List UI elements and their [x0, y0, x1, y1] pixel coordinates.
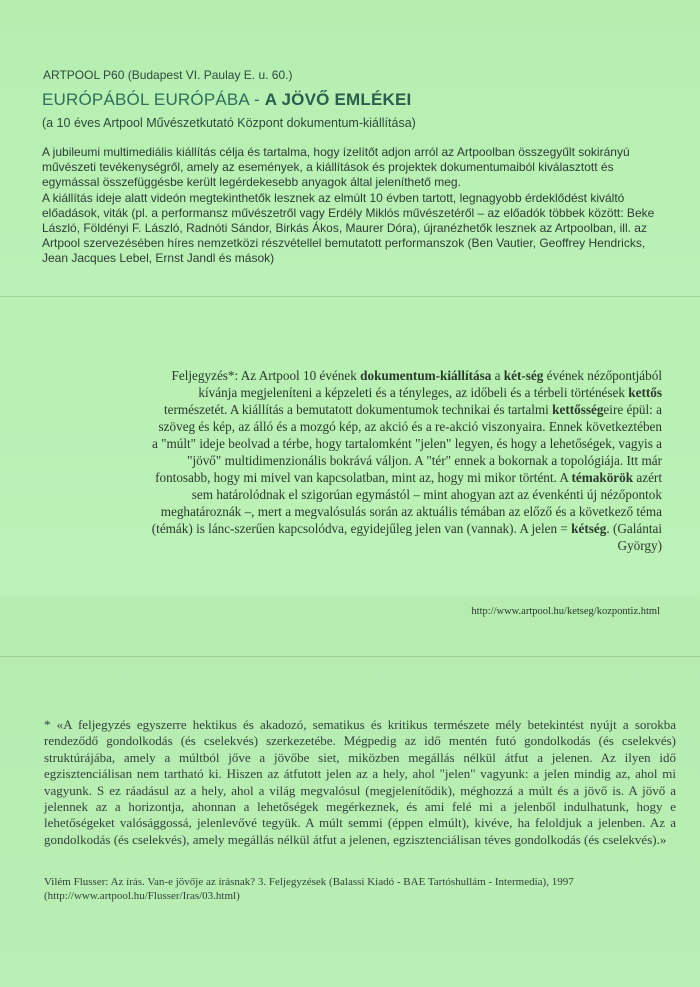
fold-line	[0, 656, 700, 657]
note-paragraph: Feljegyzés*: Az Artpool 10 évének dokumentum-kiállítása a két-ség évének nézőpontjából kívánja megjeleníteni a képzeleti és a tényleges, az időbeli és a térbeli történések kettős természetét. A kiállítás a bemutatott dokumentumok technikai és tartalmi kettősségeire épül: a szöveg és kép, az álló és a mozgó kép, az akció és a re-akció viszonyaira. Ennek következtében a "múlt" ideje beolvad a térbe, hogy tartalomként "jelen" legyen, és hogy a lehetőségek, vagyis a "jövő" multidimenzionális bokrává váljon. A "tér" ennek a bokornak a topológiája. Itt már fontosabb, hogy mi mivel van kapcsolatban, mint az, hogy mi mikor történt. A témakörök azért sem határolódnak el szigorúan egymástól – mint ahogyan azt az évenkénti új nézőpontok meghatároznák –, mert a megvalósulás során az aktuális témában az előző és a következő téma (témák) is lánc-szerűen kapcsolódva, egyidejűleg jelen van (vannak). A jelen = kétség. (Galántai György)	[151, 368, 662, 553]
footnote	[44, 717, 676, 848]
venue-address: ARTPOOL P60 (Budapest VI. Paulay E. u. 60.)	[43, 68, 293, 82]
title-emphasis: A JÖVŐ EMLÉKEI	[264, 90, 412, 109]
page-title	[42, 90, 411, 110]
curatorial-note	[150, 367, 662, 554]
source-url: (http://www.artpool.hu/Flusser/Iras/03.html)	[44, 890, 240, 902]
source-citation: Vilém Flusser: Az írás. Van-e jövője az írásnak? 3. Feljegyzések (Balassi Kiadó - BAE Tartóshullám - Intermedia), 1997	[44, 876, 574, 888]
intro-paragraph: A kiállítás ideje alatt videón megtekinthetők lesznek az elmúlt 10 évben tartott, legnagyobb érdeklődést kiváltó előadások, viták (pl. a performansz művészetről vagy Erdély Miklós művészetéről – az előadók többek között: Beke László, Földényi F. László, Radnóti Sándor, Birkás Ákos, Maurer Dóra), újranézhetők lesznek az Artpoolban, ill. az Artpool szervezésében híres nemzetközi részvétellel bemutatott performanszok (Ben Vautier, Geoffrey Hendricks, Jean Jacques Lebel, Ernst Jandl és mások)	[42, 190, 655, 266]
intro-text	[42, 145, 672, 267]
intro-paragraph: A jubileumi multimediális kiállítás célja és tartalma, hogy ízelítőt adjon arról az Artpoolban összegyűlt sokirányú művészeti tevékenységről, amely az események, a kiállítások és projektek dokumentumaiból kiválasztott és egymással összefüggésbe került legérdekesebb anyagok által jeleníthető meg.	[42, 145, 630, 190]
footnote-text: * «A feljegyzés egyszerre hektikus és akadozó, sematikus és kritikus természete mély betekintést nyújt a sorokba rendeződő gondolkodás (és cselekvés) szerkezetébe. Mégpedig az idő mentén futó gondolkodás (és cselekvés) struktúrájába, amely a múltból jőve a jövőbe siet, miközben megállás nélkül átfut a jelenen. Az ilyen idő egzisztenciálisan nem tartható ki. Hiszen az átfutott jelen az a hely, ahol "jelen" vagyunk: a jelen mindig az, ahol mi vagyunk. S ez ráadásul az a hely, ahol a világ megvalósul (megjelenítődik), méghozzá a múlt és a jövő is. A jövő a jelennek az a horizontja, ahonnan a lehetőségek megérkeznek, és ami felé mi a jelenből indulhatunk, hogy e lehetőségeket valósággossá, jelenlevővé tegyük. A múlt semmi (éppen elmúlt), kivéve, ha feloldjuk a jelenben. Az a gondolkodás (és cselekvés), amely megállás nélkül átfut a jelenen, egzisztenciálisan téves gondolkodás (és cselekvés).»	[44, 717, 676, 847]
note-url: http://www.artpool.hu/ketseg/kozpontiz.html	[471, 606, 660, 617]
footnote-source	[44, 875, 684, 903]
fold-line	[0, 296, 700, 297]
page-subtitle: (a 10 éves Artpool Művészetkutató Központ dokumentum-kiállítása)	[42, 116, 416, 130]
title-main: EURÓPÁBÓL EURÓPÁBA -	[42, 90, 265, 109]
